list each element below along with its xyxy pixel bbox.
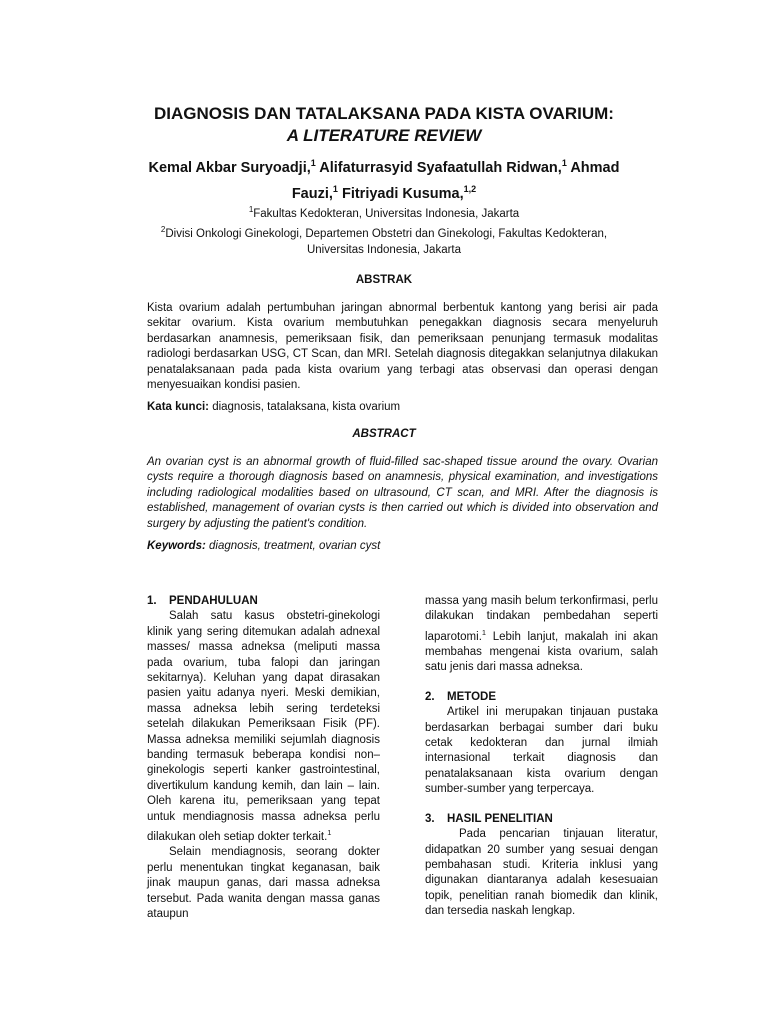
section-heading-hasil: 3. HASIL PENELITIAN (425, 812, 553, 825)
keywords-label: Keywords: (147, 540, 206, 552)
hasil-paragraph: Pada pencarian tinjauan literatur, didapatkan 20 sumber yang sesuai dengan pembahasan studi. Kriteria inklusi yang digunakan diantaranya adalah kesesuaian topik, penelitian ranah biomedik dan klinik, dan tersedia naskah lengkap. (425, 828, 658, 918)
affiliation-1: $^1$Fakultas Kedokteran, Universitas Indonesia, Jakarta (248, 205, 520, 220)
author-name: Fitriyadi Kusuma, (337, 185, 464, 202)
abstract-heading: ABSTRACT (352, 428, 416, 440)
keywords (147, 539, 658, 554)
title-line-2: A LITERATURE REVIEW (286, 126, 482, 145)
metode-paragraph: Artikel ini merupakan tinjauan pustaka berdasarkan berbagai sumber dari buku cetak kedokteran dan jurnal ilmiah internasional terkait diagnosis dan penatalaksanaan kista ovarium dengan sumber-sumber yang terpercaya. (425, 706, 658, 796)
author-affiliation-mark: 1,2 (463, 183, 477, 194)
pendahuluan-paragraph-2-continued: massa yang masih belum terkonfirmasi, perlu dilakukan tindakan pembedahan seperti laparotomi.$^1$ Lebih lanjut, makalah ini akan membahas mengenai kista ovarium, salah satu jenis dari massa adneksa. (425, 595, 658, 674)
abstract-text: An ovarian cyst is an abnormal growth of fluid-filled sac-shaped tissue around the ovary. Ovarian cysts require a thorough diagnosis based on anamnesis, physical examination, and investigations including radiological modalities based on ultrasound, CT scan, and MRI. After the diagnosis is established, management of ovarian cysts is then carried out which is divided into observation and surgery by adjusting the patient's condition. (147, 456, 658, 530)
author-affiliation-mark: 1 (310, 158, 316, 168)
abstrak-text: Kista ovarium adalah pertumbuhan jaringan abnormal berbentuk kantong yang berisi air pada sekitar ovarium. Kista ovarium membutuhkan penegakkan diagnosis secara menyeluruh berdasarkan anamnesis, pemeriksaan fisik, dan pemeriksaan penunjang termasuk modalitas radiologi berdasarkan USG, CT Scan, dan MRI. Setelah diagnosis ditegakkan selanjutnya dilakukan penatalaksanaan pada pada kista ovarium yang terbagi atas observasi dan operasi dengan menyesuaikan kondisi pasien. (147, 302, 658, 392)
paper-title (100, 103, 668, 147)
pendahuluan-paragraph-1: Salah satu kasus obstetri-ginekologi klinik yang sering ditemukan adalah adnexal masses/ massa adneksa (meliputi massa pada ovarium, tuba falopi dan jaringan sekitarnya). Keluhan yang dapat dirasakan pasien yaitu adanya nyeri. Meski demikian, massa adneksa lebih sering terdeteksi setelah dilakukan Pemeriksaan Fisik (PF). Massa adneksa memiliki sejumlah diagnosis banding termasuk beberapa kondisi non–ginekologis seperti kanker gastrointestinal, divertikulum kandung kemih, dan lain – lain. Oleh karena itu, pemeriksaan yang tepat untuk mendiagnosis massa adneksa perlu dilakukan oleh setiap dokter terkait.$^1$ (147, 610, 380, 843)
pendahuluan-paragraph-2: Selain mendiagnosis, seorang dokter perlu menentukan tingkat keganasan, baik jinak maupun ganas, dari massa adneksa tersebut. Pada wanita dengan massa ganas ataupun (147, 846, 380, 920)
affiliations (140, 202, 628, 258)
section-heading-metode: 2. METODE (425, 690, 496, 703)
author-affiliation-mark: 1 (561, 158, 567, 168)
author-affiliation-mark: 1 (332, 183, 338, 194)
abstrak-heading: ABSTRAK (355, 274, 413, 286)
body-column-left (147, 594, 380, 922)
keywords-text: diagnosis, treatment, ovarian cyst (205, 540, 381, 552)
author-name: Alifaturrasyid Syafaatullah Ridwan, (315, 159, 562, 176)
author-name: Ahmad Fauzi, (291, 159, 620, 202)
author-list (130, 153, 638, 205)
kata-kunci-label: Kata kunci: (147, 401, 209, 413)
body-column-right (425, 594, 658, 920)
section-heading-pendahuluan: 1. PENDAHULUAN (147, 595, 258, 607)
kata-kunci (147, 400, 658, 415)
kata-kunci-text: diagnosis, tatalaksana, kista ovarium (209, 401, 401, 413)
affiliation-2: $^2$Divisi Onkologi Ginekologi, Departemen Obstetri dan Ginekologi, Fakultas Kedokteran, Universitas Indonesia, Jakarta (160, 225, 608, 256)
author-name: Kemal Akbar Suryoadji, (148, 159, 311, 176)
title-line-1: DIAGNOSIS DAN TATALAKSANA PADA KISTA OVARIUM: (154, 104, 614, 123)
